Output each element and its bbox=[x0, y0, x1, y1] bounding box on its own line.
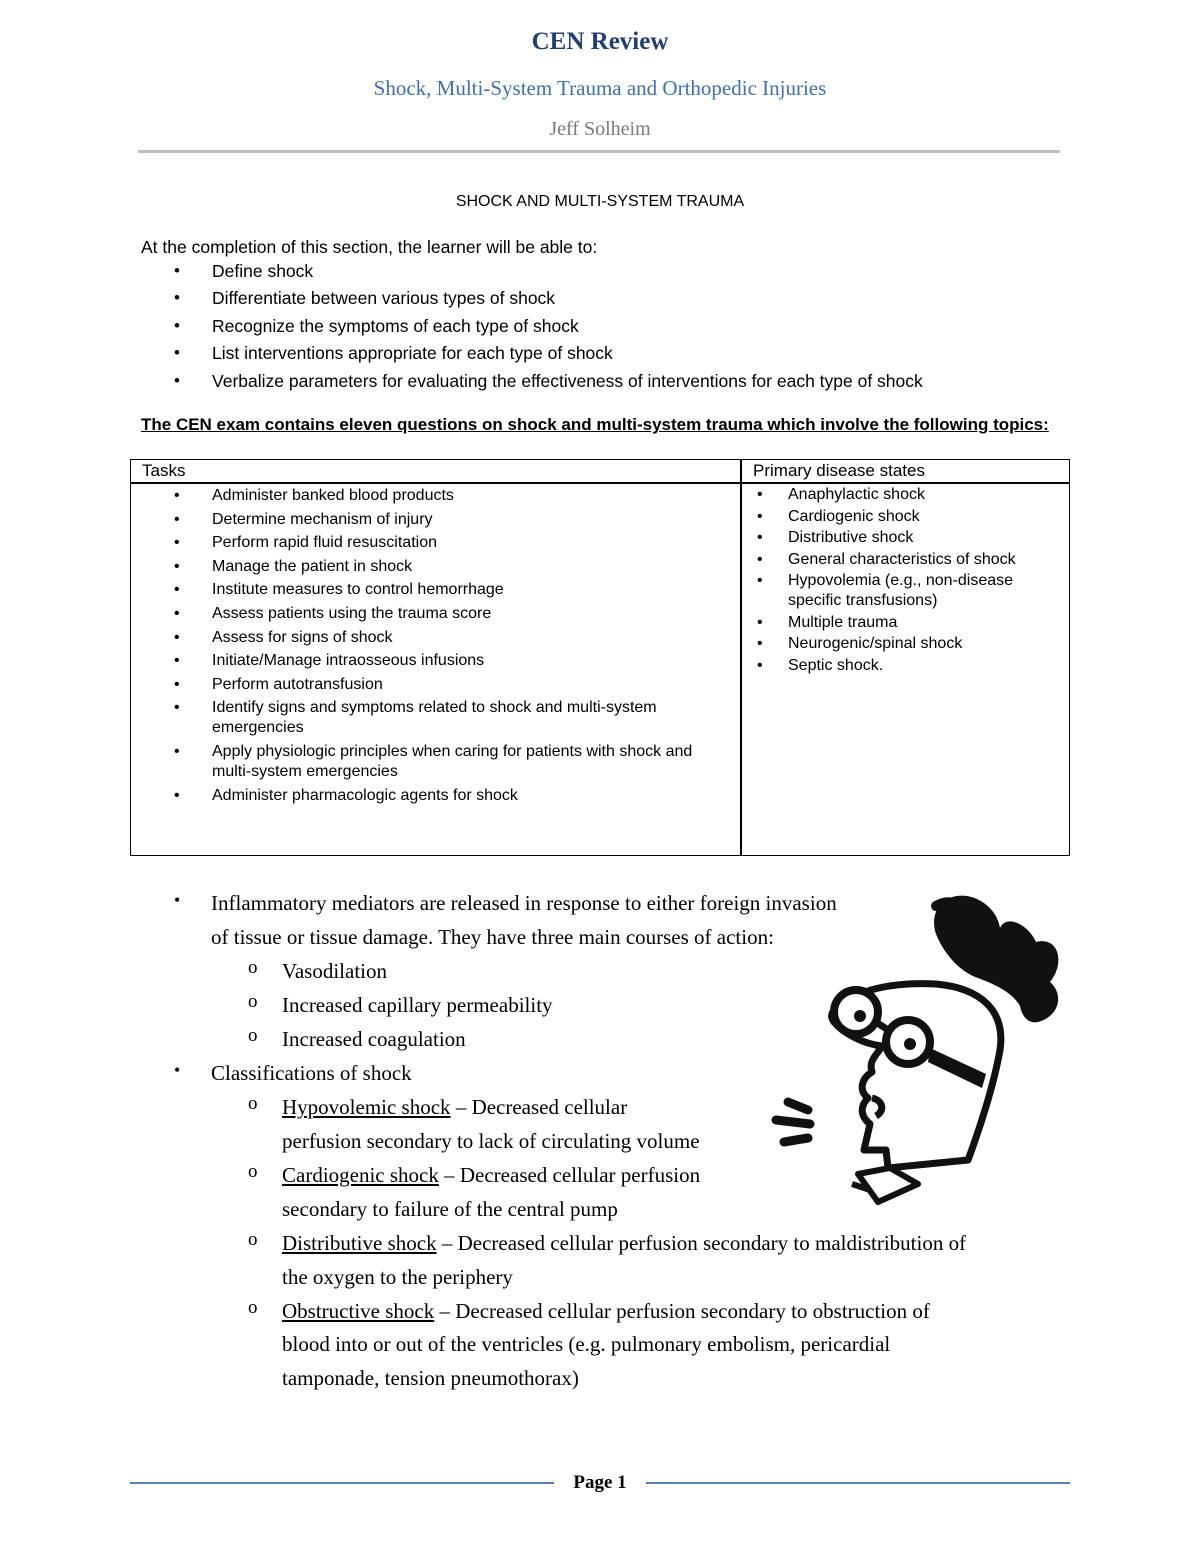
obstructive-definition-cont: blood into or out of the ventricles (e.g. pulmonary embolism, pericardial bbox=[282, 1332, 891, 1356]
cardiogenic-definition: – Decreased cellular perfusion bbox=[438, 1163, 701, 1187]
sub-bullet-marker: o bbox=[248, 991, 258, 1012]
footer-divider-right bbox=[646, 1482, 1070, 1484]
distributive-term: Distributive shock bbox=[282, 1231, 437, 1255]
disease-item: • Distributive shock bbox=[753, 528, 1058, 548]
diseases-list bbox=[753, 485, 1058, 677]
disease-item: • General characteristics of shock bbox=[753, 550, 1058, 570]
document-subtitle: Shock, Multi-System Trauma and Orthopedic Injuries bbox=[373, 76, 827, 100]
distributive-definition-cont: the oxygen to the periphery bbox=[282, 1265, 513, 1289]
disease-item: • Cardiogenic shock bbox=[753, 507, 1058, 527]
obstructive-definition-cont: tamponade, tension pneumothorax) bbox=[282, 1366, 579, 1390]
action-item: Increased capillary permeability bbox=[282, 993, 553, 1017]
task-item: • Perform rapid fluid resuscitation bbox=[171, 533, 731, 553]
objective-item: • Differentiate between various types of shock bbox=[170, 287, 923, 314]
task-item: • Initiate/Manage intraosseous infusions bbox=[171, 651, 731, 671]
obstructive-item bbox=[282, 1297, 930, 1325]
exam-note: The CEN exam contains eleven questions on shock and multi-system trauma which involve the following topics: bbox=[141, 415, 1049, 434]
task-item: • Administer pharmacologic agents for shock bbox=[171, 786, 731, 806]
document-author: Jeff Solheim bbox=[549, 118, 651, 140]
obstructive-term: Obstructive shock bbox=[282, 1299, 435, 1323]
hypovolemic-definition-cont: perfusion secondary to lack of circulating volume bbox=[282, 1129, 700, 1153]
objective-item: • List interventions appropriate for each type of shock bbox=[170, 342, 923, 369]
hypovolemic-item bbox=[282, 1093, 627, 1121]
table-header-divider bbox=[131, 482, 1069, 484]
task-item: • Apply physiologic principles when caring for patients with shock and multi-system emergencies bbox=[171, 742, 731, 782]
distributive-item bbox=[282, 1229, 966, 1257]
bullet-marker: • bbox=[174, 1060, 181, 1080]
distributive-definition: – Decreased cellular perfusion secondary to maldistribution of bbox=[436, 1231, 967, 1255]
action-item: Vasodilation bbox=[282, 959, 387, 983]
shouting-professor-illustration bbox=[768, 884, 1068, 1214]
classifications-label: Classifications of shock bbox=[211, 1061, 412, 1085]
section-heading: SHOCK AND MULTI-SYSTEM TRAUMA bbox=[455, 193, 745, 210]
disease-item: • Multiple trauma bbox=[753, 613, 1058, 633]
hypovolemic-term: Hypovolemic shock bbox=[282, 1095, 451, 1119]
disease-item: • Neurogenic/spinal shock bbox=[753, 634, 1058, 654]
sub-bullet-marker: o bbox=[248, 1297, 258, 1318]
sub-bullet-marker: o bbox=[248, 1025, 258, 1046]
hypovolemic-definition: – Decreased cellular bbox=[450, 1095, 628, 1119]
obstructive-definition: – Decreased cellular perfusion secondary to obstruction of bbox=[434, 1299, 930, 1323]
inflammatory-text: Inflammatory mediators are released in response to either foreign invasion bbox=[211, 891, 837, 915]
sub-bullet-marker: o bbox=[248, 1093, 258, 1114]
disease-item: • Hypovolemia (e.g., non-disease specific transfusions) bbox=[753, 571, 1058, 611]
sub-bullet-marker: o bbox=[248, 957, 258, 978]
tasks-column-header: Tasks bbox=[142, 461, 186, 480]
bullet-marker: • bbox=[174, 890, 181, 910]
task-item: • Assess for signs of shock bbox=[171, 628, 731, 648]
task-item: • Identify signs and symptoms related to shock and multi-system emergencies bbox=[171, 698, 731, 738]
header-divider bbox=[138, 150, 1060, 153]
objectives-intro: At the completion of this section, the learner will be able to: bbox=[141, 237, 598, 257]
cardiogenic-item bbox=[282, 1161, 700, 1189]
task-item: • Assess patients using the trauma score bbox=[171, 604, 731, 624]
objective-item: • Recognize the symptoms of each type of shock bbox=[170, 315, 923, 342]
sub-bullet-marker: o bbox=[248, 1161, 258, 1182]
tasks-list bbox=[171, 486, 731, 809]
task-item: • Administer banked blood products bbox=[171, 486, 731, 506]
disease-item: • Septic shock. bbox=[753, 656, 1058, 676]
disease-item: • Anaphylactic shock bbox=[753, 485, 1058, 505]
document-title: CEN Review bbox=[531, 28, 669, 55]
sub-bullet-marker: o bbox=[248, 1229, 258, 1250]
task-item: • Perform autotransfusion bbox=[171, 675, 731, 695]
diseases-column-header: Primary disease states bbox=[753, 461, 925, 480]
inflammatory-text: of tissue or tissue damage. They have three main courses of action: bbox=[211, 925, 774, 949]
cardiogenic-definition-cont: secondary to failure of the central pump bbox=[282, 1197, 618, 1221]
task-item: • Determine mechanism of injury bbox=[171, 510, 731, 530]
objectives-list bbox=[170, 260, 923, 397]
action-item: Increased coagulation bbox=[282, 1027, 466, 1051]
task-item: • Institute measures to control hemorrhage bbox=[171, 580, 731, 600]
objective-item: • Define shock bbox=[170, 260, 923, 287]
footer-divider-left bbox=[130, 1482, 554, 1484]
page-number: Page 1 bbox=[573, 1472, 627, 1493]
topics-table bbox=[130, 459, 1070, 856]
table-column-divider bbox=[740, 460, 742, 855]
task-item: • Manage the patient in shock bbox=[171, 557, 731, 577]
cardiogenic-term: Cardiogenic shock bbox=[282, 1163, 439, 1187]
objective-item: • Verbalize parameters for evaluating the effectiveness of interventions for each type of shock bbox=[170, 370, 923, 397]
